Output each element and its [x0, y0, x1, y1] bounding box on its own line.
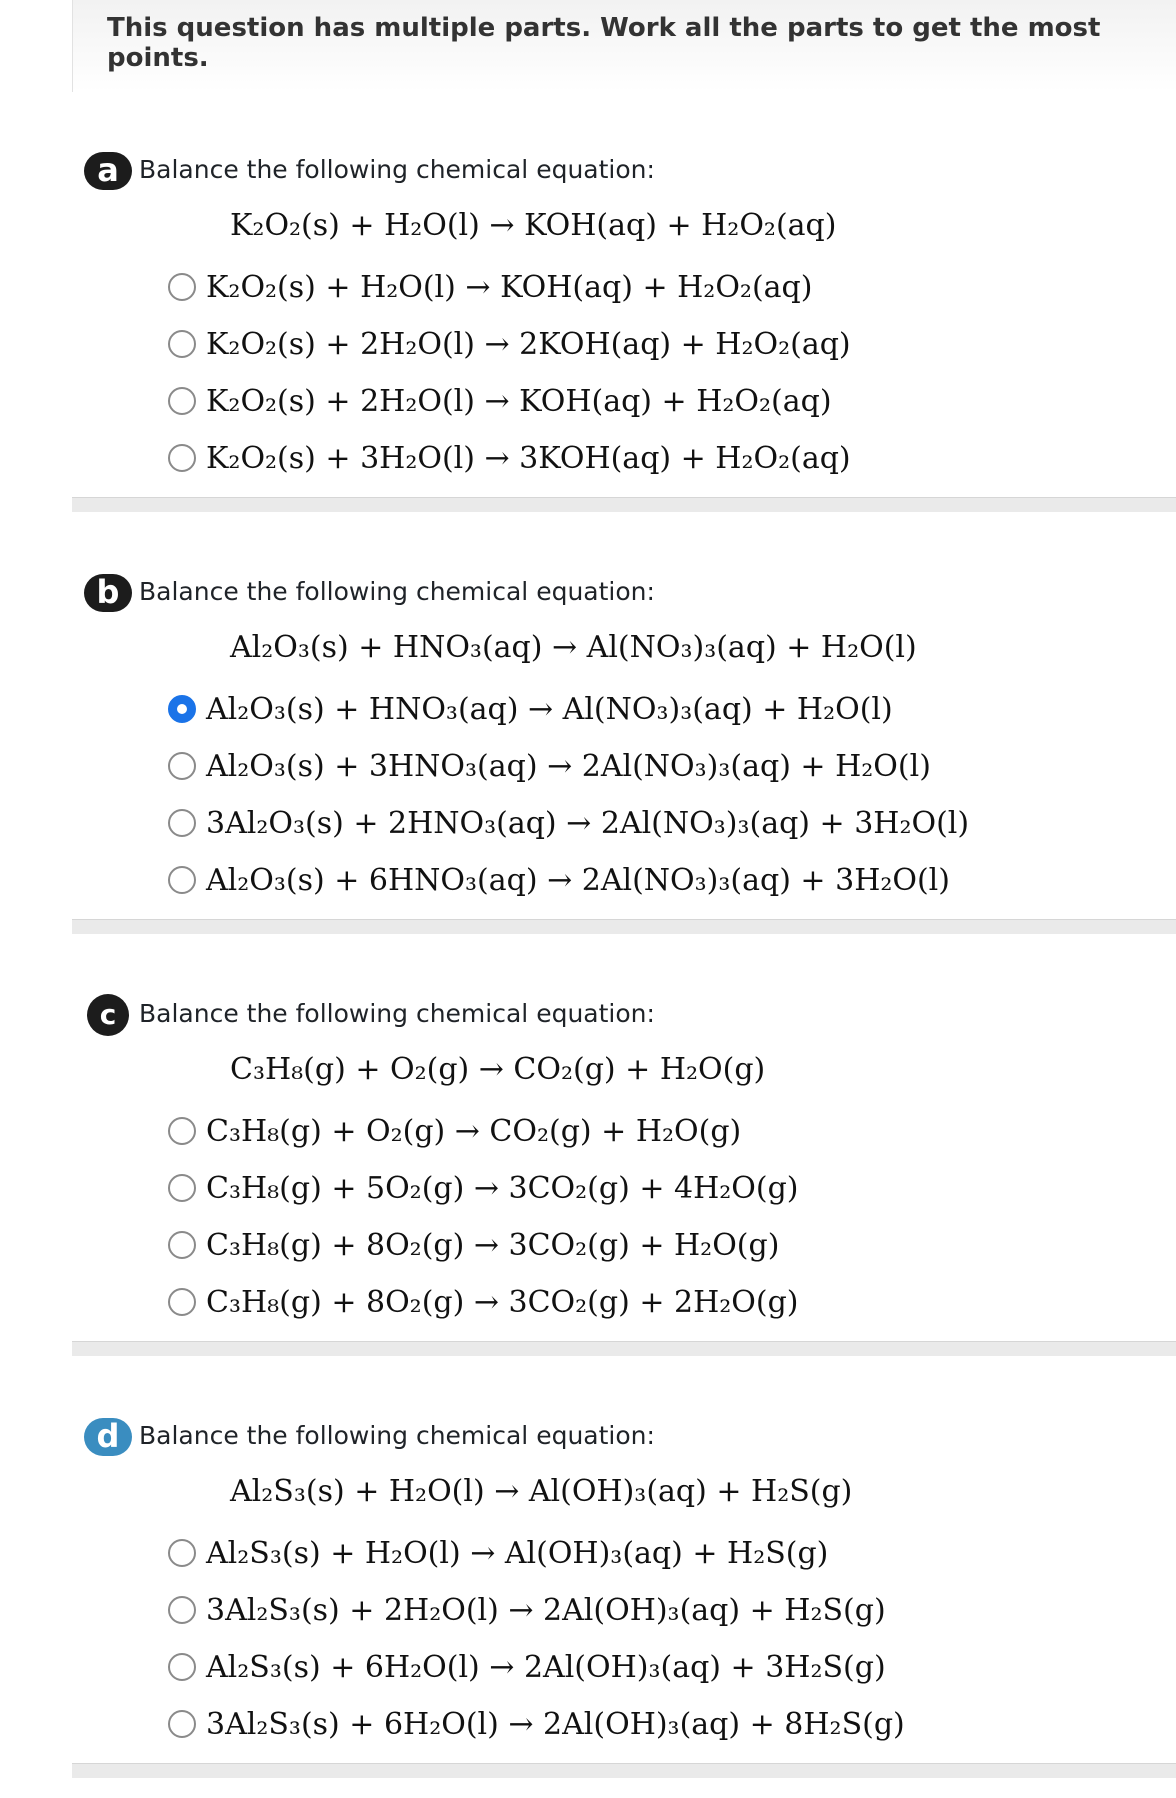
part-prompt: Balance the following chemical equation:	[139, 999, 655, 1028]
option-equation: C₃H₈(g) + 8O₂(g) → 3CO₂(g) + 2H₂O(g)	[206, 1284, 799, 1320]
section-divider	[72, 1763, 1176, 1778]
radio-button[interactable]	[168, 1174, 196, 1202]
radio-button[interactable]	[168, 1539, 196, 1567]
part-c	[72, 954, 1176, 1376]
answer-option[interactable]	[168, 740, 931, 792]
part-badge: d	[84, 1418, 132, 1456]
answer-option[interactable]	[168, 375, 832, 427]
instructions-banner	[72, 0, 1176, 92]
part-prompt: Balance the following chemical equation:	[139, 1421, 655, 1450]
option-equation: Al₂O₃(s) + 3HNO₃(aq) → 2Al(NO₃)₃(aq) + H₂O(l)	[206, 748, 931, 784]
part-b	[72, 532, 1176, 954]
unbalanced-equation: K₂O₂(s) + H₂O(l) → KOH(aq) + H₂O₂(aq)	[230, 208, 837, 243]
answer-option[interactable]	[168, 854, 950, 906]
option-equation: Al₂O₃(s) + 6HNO₃(aq) → 2Al(NO₃)₃(aq) + 3H₂O(l)	[206, 862, 950, 898]
radio-button[interactable]	[168, 1117, 196, 1145]
option-equation: Al₂O₃(s) + HNO₃(aq) → Al(NO₃)₃(aq) + H₂O(l)	[206, 691, 893, 727]
radio-button[interactable]	[168, 273, 196, 301]
option-equation: C₃H₈(g) + O₂(g) → CO₂(g) + H₂O(g)	[206, 1113, 742, 1149]
answer-option[interactable]	[168, 318, 851, 370]
unbalanced-equation: C₃H₈(g) + O₂(g) → CO₂(g) + H₂O(g)	[230, 1052, 766, 1087]
part-a	[72, 110, 1176, 532]
answer-option[interactable]	[168, 1527, 828, 1579]
option-equation: C₃H₈(g) + 5O₂(g) → 3CO₂(g) + 4H₂O(g)	[206, 1170, 799, 1206]
radio-button-selected[interactable]	[168, 695, 196, 723]
part-prompt: Balance the following chemical equation:	[139, 155, 655, 184]
option-equation: K₂O₂(s) + 3H₂O(l) → 3KOH(aq) + H₂O₂(aq)	[206, 440, 851, 476]
part-badge: b	[84, 574, 132, 612]
radio-button[interactable]	[168, 1653, 196, 1681]
radio-button[interactable]	[168, 387, 196, 415]
answer-option[interactable]	[168, 797, 969, 849]
option-equation: 3Al₂S₃(s) + 6H₂O(l) → 2Al(OH)₃(aq) + 8H₂S(g)	[206, 1706, 905, 1742]
radio-button[interactable]	[168, 809, 196, 837]
part-badge: a	[84, 152, 132, 190]
option-equation: K₂O₂(s) + 2H₂O(l) → 2KOH(aq) + H₂O₂(aq)	[206, 326, 851, 362]
radio-button[interactable]	[168, 1710, 196, 1738]
option-equation: C₃H₈(g) + 8O₂(g) → 3CO₂(g) + H₂O(g)	[206, 1227, 780, 1263]
answer-option[interactable]	[168, 261, 812, 313]
instructions-text: This question has multiple parts. Work all the parts to get the most points.	[107, 13, 1101, 73]
option-equation: 3Al₂S₃(s) + 2H₂O(l) → 2Al(OH)₃(aq) + H₂S(g)	[206, 1592, 886, 1628]
radio-button[interactable]	[168, 444, 196, 472]
radio-button[interactable]	[168, 1288, 196, 1316]
answer-option[interactable]	[168, 683, 893, 735]
part-prompt: Balance the following chemical equation:	[139, 577, 655, 606]
radio-button[interactable]	[168, 866, 196, 894]
answer-option[interactable]	[168, 1584, 886, 1636]
unbalanced-equation: Al₂O₃(s) + HNO₃(aq) → Al(NO₃)₃(aq) + H₂O(l)	[230, 630, 917, 665]
section-divider	[72, 1341, 1176, 1356]
radio-button[interactable]	[168, 1231, 196, 1259]
answer-option[interactable]	[168, 1276, 799, 1328]
section-divider	[72, 497, 1176, 512]
answer-option[interactable]	[168, 1641, 886, 1693]
option-equation: Al₂S₃(s) + H₂O(l) → Al(OH)₃(aq) + H₂S(g)	[206, 1535, 829, 1571]
radio-button[interactable]	[168, 330, 196, 358]
section-divider	[72, 919, 1176, 934]
option-equation: K₂O₂(s) + H₂O(l) → KOH(aq) + H₂O₂(aq)	[206, 269, 813, 305]
answer-option[interactable]	[168, 432, 851, 484]
answer-option[interactable]	[168, 1698, 905, 1750]
radio-button[interactable]	[168, 752, 196, 780]
option-equation: 3Al₂O₃(s) + 2HNO₃(aq) → 2Al(NO₃)₃(aq) + 3H₂O(l)	[206, 805, 970, 841]
answer-option[interactable]	[168, 1219, 779, 1271]
option-equation: K₂O₂(s) + 2H₂O(l) → KOH(aq) + H₂O₂(aq)	[206, 383, 832, 419]
answer-option[interactable]	[168, 1105, 741, 1157]
unbalanced-equation: Al₂S₃(s) + H₂O(l) → Al(OH)₃(aq) + H₂S(g)	[230, 1474, 853, 1509]
option-equation: Al₂S₃(s) + 6H₂O(l) → 2Al(OH)₃(aq) + 3H₂S(g)	[206, 1649, 886, 1685]
part-badge: c	[87, 994, 129, 1036]
part-d	[72, 1376, 1176, 1798]
answer-option[interactable]	[168, 1162, 799, 1214]
radio-button[interactable]	[168, 1596, 196, 1624]
